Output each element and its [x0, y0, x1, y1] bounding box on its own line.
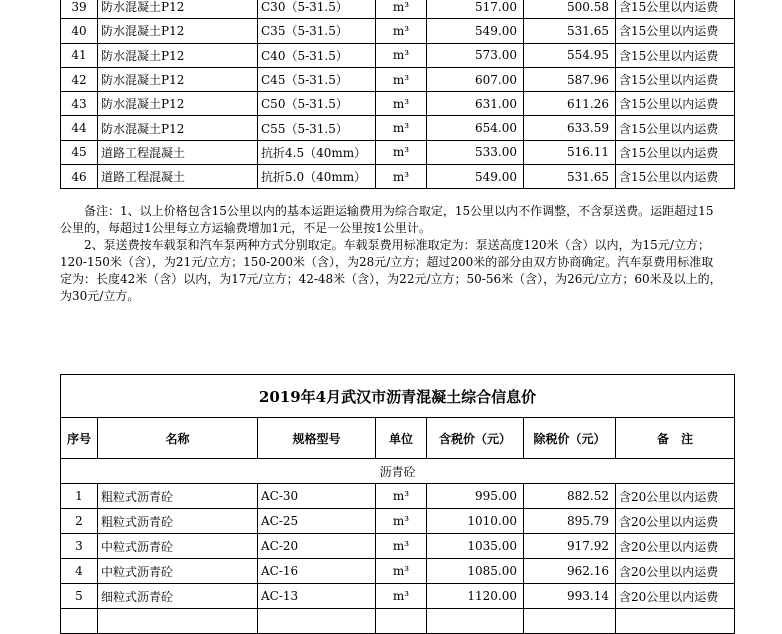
- price-without-tax: 611.26: [524, 92, 616, 116]
- header-price-without-tax: 除税价（元）: [524, 418, 616, 459]
- header-row: [61, 418, 735, 459]
- spec-model: AC-13: [258, 584, 376, 609]
- remark: 含20公里以内运费: [616, 534, 735, 559]
- header-index: 序号: [61, 418, 98, 459]
- unit: m³: [376, 140, 427, 164]
- price-with-tax: 517.00: [427, 0, 524, 19]
- remarks-section: [60, 203, 724, 305]
- table-row: [61, 484, 735, 509]
- unit: m³: [376, 484, 427, 509]
- material-name: 防水混凝土P12: [98, 19, 258, 43]
- remark-paragraph-1: 备注：1、以上价格包含15公里以内的基本运距运输费用为综合取定，15公里以内不作调整，不含泵送费。运距超过15公里的，每超过1公里每立方运输费增加1元，不足一公里按1公里计。: [60, 204, 714, 235]
- unit: m³: [376, 165, 427, 189]
- unit: m³: [376, 67, 427, 91]
- category-row: [61, 459, 735, 484]
- material-name: 防水混凝土P12: [98, 0, 258, 19]
- row-index: 4: [61, 559, 98, 584]
- price-without-tax: 531.65: [524, 19, 616, 43]
- table-row: [61, 609, 735, 634]
- row-index: 43: [61, 92, 98, 116]
- price-without-tax: 882.52: [524, 484, 616, 509]
- remark: 含20公里以内运费: [616, 484, 735, 509]
- material-name: [98, 609, 258, 634]
- price-without-tax: [524, 609, 616, 634]
- price-with-tax: [427, 609, 524, 634]
- table-row: [61, 534, 735, 559]
- header-spec: 规格型号: [258, 418, 376, 459]
- spec-model: AC-16: [258, 559, 376, 584]
- spec-model: AC-25: [258, 509, 376, 534]
- price-without-tax: 895.79: [524, 509, 616, 534]
- material-name: 道路工程混凝土: [98, 165, 258, 189]
- price-without-tax: 587.96: [524, 67, 616, 91]
- material-name: 中粒式沥青砼: [98, 559, 258, 584]
- price-with-tax: 654.00: [427, 116, 524, 140]
- unit: m³: [376, 559, 427, 584]
- remark: [616, 609, 735, 634]
- remark: 含20公里以内运费: [616, 584, 735, 609]
- material-name: 中粒式沥青砼: [98, 534, 258, 559]
- price-without-tax: 993.14: [524, 584, 616, 609]
- remark: 含15公里以内运费: [616, 165, 735, 189]
- table-row: [61, 165, 735, 189]
- spec-model: 抗折5.0（40mm）: [258, 165, 376, 189]
- title-row: [61, 375, 735, 418]
- unit: [376, 609, 427, 634]
- spec-model: C55（5-31.5）: [258, 116, 376, 140]
- table-row: [61, 584, 735, 609]
- row-index: 42: [61, 67, 98, 91]
- row-index: 39: [61, 0, 98, 19]
- material-name: 粗粒式沥青砼: [98, 509, 258, 534]
- concrete-price-table: [60, 0, 735, 189]
- row-index: 44: [61, 116, 98, 140]
- remark: 含15公里以内运费: [616, 92, 735, 116]
- material-name: 防水混凝土P12: [98, 92, 258, 116]
- table-title: 2019年4月武汉市沥青混凝土综合信息价: [61, 375, 735, 418]
- spec-model: [258, 609, 376, 634]
- material-name: 道路工程混凝土: [98, 140, 258, 164]
- remark: 含15公里以内运费: [616, 67, 735, 91]
- table-row: [61, 116, 735, 140]
- remark: 含20公里以内运费: [616, 509, 735, 534]
- row-index: 40: [61, 19, 98, 43]
- concrete-table-body: [61, 0, 735, 189]
- row-index: 41: [61, 43, 98, 67]
- remark: 含15公里以内运费: [616, 140, 735, 164]
- row-index: 1: [61, 484, 98, 509]
- price-without-tax: 516.11: [524, 140, 616, 164]
- header-remark: 备 注: [616, 418, 735, 459]
- price-with-tax: 549.00: [427, 19, 524, 43]
- price-without-tax: 531.65: [524, 165, 616, 189]
- price-without-tax: 917.92: [524, 534, 616, 559]
- remark: 含15公里以内运费: [616, 43, 735, 67]
- material-name: 粗粒式沥青砼: [98, 484, 258, 509]
- remark: 含15公里以内运费: [616, 19, 735, 43]
- table-row: [61, 559, 735, 584]
- spec-model: C35（5-31.5）: [258, 19, 376, 43]
- row-index: 5: [61, 584, 98, 609]
- asphalt-price-table: [60, 374, 735, 634]
- header-price-with-tax: 含税价（元）: [427, 418, 524, 459]
- header-name: 名称: [98, 418, 258, 459]
- spec-model: AC-20: [258, 534, 376, 559]
- spec-model: AC-30: [258, 484, 376, 509]
- table-row: [61, 140, 735, 164]
- price-with-tax: 1085.00: [427, 559, 524, 584]
- table-row: [61, 0, 735, 19]
- price-with-tax: 995.00: [427, 484, 524, 509]
- spec-model: 抗折4.5（40mm）: [258, 140, 376, 164]
- row-index: 45: [61, 140, 98, 164]
- table-row: [61, 19, 735, 43]
- asphalt-table-body: [61, 375, 735, 634]
- row-index: 46: [61, 165, 98, 189]
- price-with-tax: 607.00: [427, 67, 524, 91]
- spec-model: C40（5-31.5）: [258, 43, 376, 67]
- unit: m³: [376, 19, 427, 43]
- table-row: [61, 43, 735, 67]
- price-without-tax: 554.95: [524, 43, 616, 67]
- price-without-tax: 962.16: [524, 559, 616, 584]
- price-with-tax: 1010.00: [427, 509, 524, 534]
- category-label: 沥青砼: [61, 459, 735, 484]
- unit: m³: [376, 92, 427, 116]
- price-with-tax: 549.00: [427, 165, 524, 189]
- unit: m³: [376, 584, 427, 609]
- material-name: 防水混凝土P12: [98, 67, 258, 91]
- spec-model: C50（5-31.5）: [258, 92, 376, 116]
- spec-model: C30（5-31.5）: [258, 0, 376, 19]
- row-index: [61, 609, 98, 634]
- material-name: 防水混凝土P12: [98, 43, 258, 67]
- row-index: 2: [61, 509, 98, 534]
- unit: m³: [376, 43, 427, 67]
- price-with-tax: 1120.00: [427, 584, 524, 609]
- price-without-tax: 500.58: [524, 0, 616, 19]
- header-unit: 单位: [376, 418, 427, 459]
- table-row: [61, 92, 735, 116]
- unit: m³: [376, 116, 427, 140]
- remark: 含15公里以内运费: [616, 0, 735, 19]
- unit: m³: [376, 534, 427, 559]
- row-index: 3: [61, 534, 98, 559]
- unit: m³: [376, 509, 427, 534]
- price-with-tax: 573.00: [427, 43, 524, 67]
- remark: 含15公里以内运费: [616, 116, 735, 140]
- price-with-tax: 533.00: [427, 140, 524, 164]
- price-with-tax: 1035.00: [427, 534, 524, 559]
- price-with-tax: 631.00: [427, 92, 524, 116]
- material-name: 细粒式沥青砼: [98, 584, 258, 609]
- table-row: [61, 67, 735, 91]
- table-row: [61, 509, 735, 534]
- price-without-tax: 633.59: [524, 116, 616, 140]
- material-name: 防水混凝土P12: [98, 116, 258, 140]
- remark-paragraph-2: 2、泵送费按车载泵和汽车泵两种方式分别取定。车载泵费用标准取定为：泵送高度120米（含）以内，为15元/立方；120-150米（含），为21元/立方；150-200米（含），为28元/立方；超过200米的部分由双方协商确定。汽车泵费用标准取定为：长度42米（含）以内，为17元/立方；42-48米（含），为22元/立方；50-56米（含），为26元/立方；60米及以上的，为30元/立方。: [60, 238, 722, 303]
- spec-model: C45（5-31.5）: [258, 67, 376, 91]
- unit: m³: [376, 0, 427, 19]
- remark: 含20公里以内运费: [616, 559, 735, 584]
